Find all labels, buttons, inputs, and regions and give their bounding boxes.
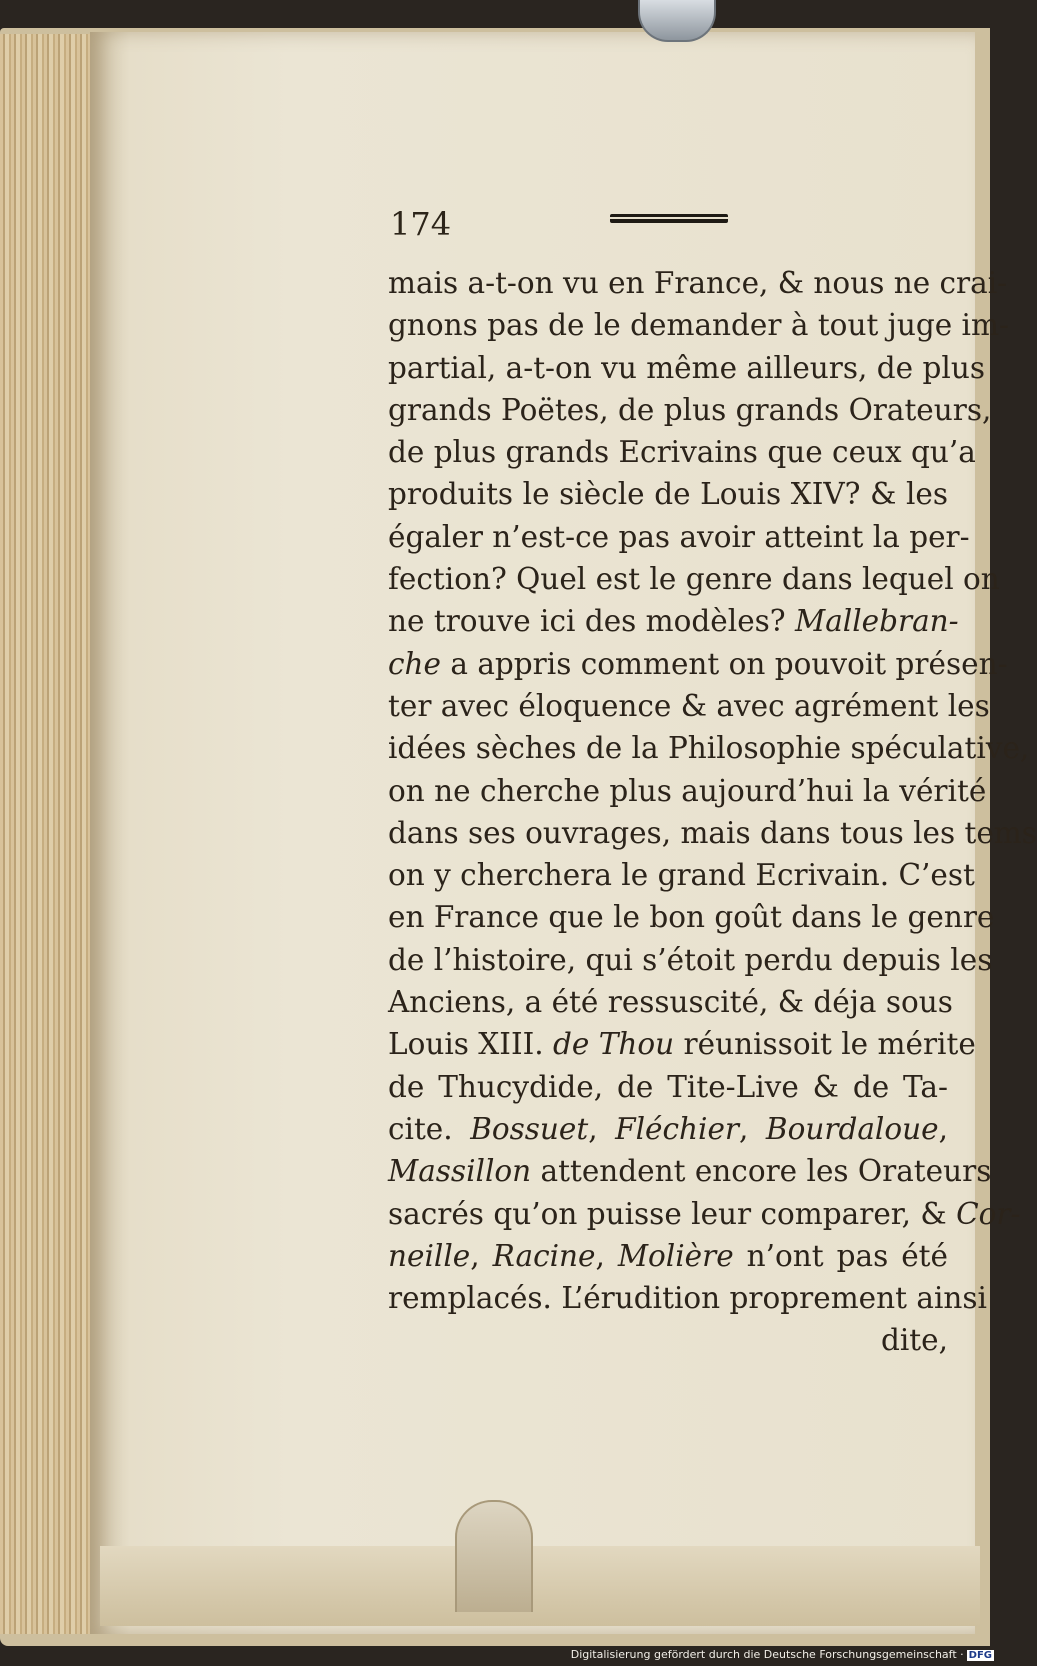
- text-line: ne trouve ici des modèles? Mallebran-: [388, 604, 959, 639]
- text-line: sacrés qu’on puisse leur comparer, & Cor-: [388, 1196, 1021, 1231]
- body-text: [388, 262, 1037, 1362]
- text-line: grands Poëtes, de plus grands Orateurs,: [388, 392, 992, 427]
- text-line: égaler n’est-ce pas avoir atteint la per-: [388, 519, 970, 554]
- text-line: Louis XIII. de Thou réunissoit le mérite: [388, 1027, 976, 1062]
- text-line: fection? Quel est le genre dans lequel on: [388, 562, 1000, 597]
- name-corneille: Cor-: [956, 1196, 1021, 1231]
- dfg-logo: DFG: [968, 1650, 992, 1661]
- text-line: partial, a-t-on vu même ailleurs, de plus: [388, 350, 985, 385]
- digitization-footer: Digitalisierung gefördert durch die Deutsche Forschungsgemeinschaft · DFG: [570, 1648, 992, 1661]
- text-line: neille, Racine, Molière n’ont pas été: [388, 1238, 948, 1273]
- page-number: 174: [390, 205, 452, 243]
- name-bourdaloue: Bourdaloue: [765, 1111, 939, 1146]
- header-rule: [610, 214, 728, 223]
- text-line: Anciens, a été ressuscité, & déja sous: [388, 985, 953, 1020]
- text-line: en France que le bon goût dans le genre: [388, 900, 995, 935]
- text-line: de Thucydide, de Tite-Live & de Ta-: [388, 1069, 948, 1104]
- text-line: on y cherchera le grand Ecrivain. C’est: [388, 858, 975, 893]
- text-line: ter avec éloquence & avec agrément les: [388, 688, 990, 723]
- text-line: gnons pas de le demander à tout juge im-: [388, 308, 1009, 343]
- name-mallebranche: Mallebran-: [794, 604, 959, 639]
- text-line: on ne cherche plus aujourd’hui la vérité: [388, 773, 987, 808]
- metal-clip: [638, 0, 716, 42]
- name-mallebranche-end: che: [388, 646, 441, 681]
- page-holder-tab: [455, 1500, 533, 1612]
- name-bossuet: Bossuet: [470, 1111, 589, 1146]
- name-de-thou: de Thou: [553, 1027, 675, 1062]
- name-racine: Racine: [492, 1238, 596, 1273]
- text-line: idées sèches de la Philosophie spéculative,: [388, 731, 1030, 766]
- text-line: de plus grands Ecrivains que ceux qu’a: [388, 435, 976, 470]
- name-moliere: Molière: [617, 1238, 734, 1273]
- name-corneille-end: neille: [388, 1238, 471, 1273]
- text-line: Massillon attendent encore les Orateurs: [388, 1154, 992, 1189]
- text-line: remplacés. L’érudition proprement ainsi: [388, 1281, 987, 1316]
- name-flechier: Fléchier: [615, 1111, 740, 1146]
- text-line: produits le siècle de Louis XIV? & les: [388, 477, 948, 512]
- text-line: dans ses ouvrages, mais dans tous les tems: [388, 815, 1037, 850]
- page-bottom-shadow: [100, 1546, 980, 1626]
- catchword: dite,: [880, 1323, 948, 1358]
- text-line: mais a-t-on vu en France, & nous ne crai-: [388, 266, 1008, 300]
- name-massillon: Massillon: [388, 1154, 532, 1189]
- text-line: cite. Bossuet, Fléchier, Bourdaloue,: [388, 1111, 948, 1146]
- text-line: che a appris comment on pouvoit présen-: [388, 646, 1008, 681]
- text-line: de l’histoire, qui s’étoit perdu depuis les: [388, 942, 993, 977]
